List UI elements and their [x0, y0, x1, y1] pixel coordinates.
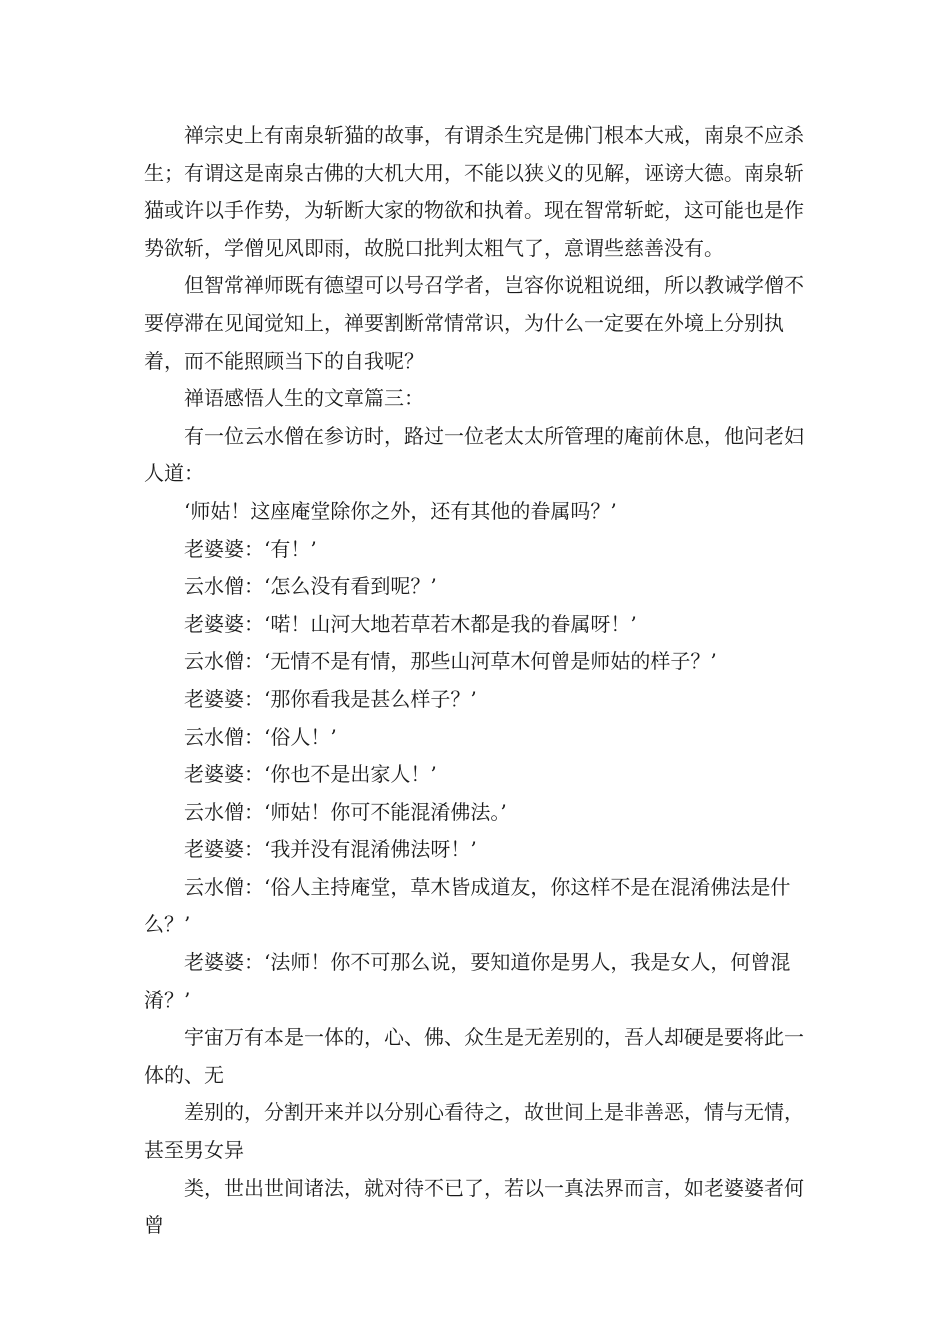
dialogue-line: 老婆婆：‘我并没有混淆佛法呀！’	[184, 837, 477, 862]
paragraph: 有一位云水僧在参访时，路过一位老太太所管理的庵前休息，他问老妇人道：	[144, 423, 804, 486]
dialogue-line: 云水僧：‘无情不是有情，那些山河草木何曾是师姑的样子？’	[184, 649, 717, 674]
dialogue-line: ‘师姑！这座庵堂除你之外，还有其他的眷属吗？’	[184, 498, 617, 523]
dialogue-line: 老婆婆：‘你也不是出家人！’	[184, 762, 437, 787]
dialogue-line: 云水僧：‘师姑！你可不能混淆佛法。’	[184, 799, 507, 824]
dialogue-line: 老婆婆：‘喏！山河大地若草若木都是我的眷属呀！’	[184, 611, 637, 636]
dialogue-line: 老婆婆：‘有！’	[184, 536, 317, 561]
dialogue-line: 云水僧：‘俗人！’	[184, 724, 337, 749]
paragraph: 类，世出世间诸法，就对待不已了，若以一真法界而言，如老婆婆者何曾	[144, 1175, 804, 1238]
paragraph: 差别的，分割开来并以分别心看待之，故世间上是非善恶，情与无情，甚至男女异	[144, 1100, 804, 1163]
dialogue-line: 云水僧：‘俗人主持庵堂，草木皆成道友，你这样不是在混淆佛法是什么？’	[144, 874, 791, 937]
dialogue-line: 云水僧：‘怎么没有看到呢？’	[184, 574, 437, 599]
paragraph: 禅宗史上有南泉斩猫的故事，有谓杀生究是佛门根本大戒，南泉不应杀生；有谓这是南泉古佛的大机大用，不能以狭义的见解，诬谤大德。南泉斩猫或许以手作势，为斩断大家的物欲和执着。现在智常斩蛇，这可能也是作势欲斩，学僧见风即雨，故脱口批判太粗气了，意谓些慈善没有。	[144, 123, 804, 260]
document-body	[144, 117, 804, 1245]
section-heading: 禅语感悟人生的文章篇三：	[184, 386, 424, 411]
dialogue-line: 老婆婆：‘那你看我是甚么样子？’	[184, 686, 477, 711]
paragraph: 宇宙万有本是一体的，心、佛、众生是无差别的，吾人却硬是要将此一体的、无	[144, 1025, 804, 1087]
paragraph: 但智常禅师既有德望可以号召学者，岂容你说粗说细，所以教诫学僧不要停滞在见闻觉知上，禅要割断常情常识，为什么一定要在外境上分别执着，而不能照顾当下的自我呢？	[144, 273, 804, 373]
dialogue-line: 老婆婆：‘法师！你不可那么说，要知道你是男人，我是女人，何曾混淆？’	[144, 950, 791, 1012]
